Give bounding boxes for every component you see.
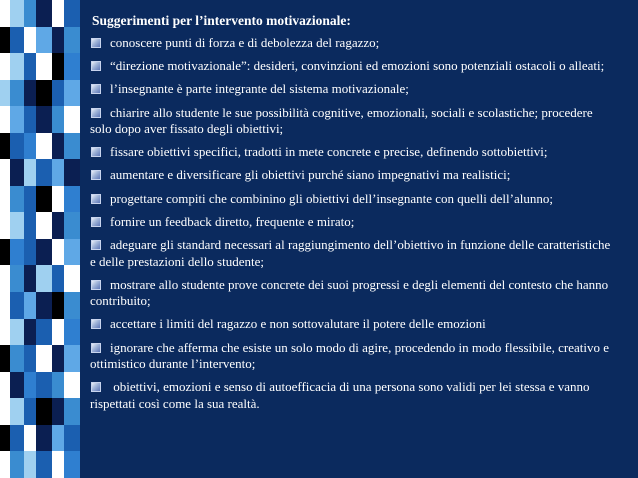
square-bullet-icon <box>91 38 101 48</box>
bullet-text: fornire un feedback diretto, frequente e mirato; <box>110 213 355 229</box>
stripe-cell <box>10 212 24 239</box>
stripe-cell <box>0 106 10 133</box>
stripe-cell <box>52 0 64 27</box>
stripe-cell <box>10 239 24 266</box>
bullet-item <box>90 105 612 138</box>
square-bullet-icon <box>91 319 101 329</box>
stripe-cell <box>24 345 36 372</box>
stripe-cell <box>0 265 10 292</box>
stripe-cell <box>36 159 52 186</box>
stripe-cell <box>36 80 52 107</box>
square-bullet-icon <box>91 170 101 180</box>
stripe-row <box>0 451 80 478</box>
stripe-cell <box>36 186 52 213</box>
square-bullet-icon <box>91 343 101 353</box>
stripe-cell <box>10 451 24 478</box>
bullet-text: conoscere punti di forza e di debolezza del ragazzo; <box>110 35 380 50</box>
bullet-item <box>90 379 612 412</box>
stripe-cell <box>36 372 52 399</box>
stripe-row <box>0 27 80 54</box>
stripe-cell <box>64 53 80 80</box>
square-bullet-icon <box>91 240 101 250</box>
stripe-cell <box>24 186 36 213</box>
bullet-item <box>90 167 612 184</box>
stripe-cell <box>10 425 24 452</box>
stripe-cell <box>0 292 10 319</box>
stripe-cell <box>24 372 36 399</box>
stripe-cell <box>52 265 64 292</box>
stripe-cell <box>64 239 80 266</box>
stripe-cell <box>52 53 64 80</box>
slide-content <box>80 0 638 478</box>
stripe-cell <box>36 27 52 54</box>
stripe-row <box>0 319 80 346</box>
stripe-cell <box>0 0 10 27</box>
bullet-item <box>90 316 612 333</box>
stripe-cell <box>24 239 36 266</box>
square-bullet-icon <box>91 84 101 94</box>
stripe-row <box>0 186 80 213</box>
stripe-cell <box>64 133 80 160</box>
bullet-text: progettare compiti che combinino gli obiettivi dell’insegnante con quelli dell’alunno; <box>110 190 553 206</box>
stripe-cell <box>10 265 24 292</box>
stripe-cell <box>0 425 10 452</box>
stripe-cell <box>36 212 52 239</box>
bullet-item <box>90 214 612 231</box>
stripe-cell <box>0 159 10 186</box>
bullet-text: l’insegnante è parte integrante del sistema motivazionale; <box>110 81 409 97</box>
stripe-cell <box>24 319 36 346</box>
bullet-text: accettare i limiti del ragazzo e non sottovalutare il potere delle emozioni <box>110 316 486 332</box>
stripe-cell <box>64 372 80 399</box>
stripe-cell <box>10 186 24 213</box>
stripe-cell <box>52 425 64 452</box>
stripe-cell <box>0 239 10 266</box>
stripe-row <box>0 265 80 292</box>
stripe-cell <box>0 80 10 107</box>
stripe-cell <box>52 27 64 54</box>
stripe-cell <box>10 398 24 425</box>
bullet-text: ignorare che afferma che esiste un solo modo di agire, procedendo in modo flessibile, creativo e ottimistico durante l’intervento; <box>90 339 610 372</box>
stripe-cell <box>64 0 80 27</box>
bullet-item <box>90 144 612 161</box>
stripe-cell <box>0 53 10 80</box>
stripe-cell <box>0 372 10 399</box>
stripe-cell <box>64 106 80 133</box>
stripe-cell <box>10 372 24 399</box>
stripe-cell <box>24 451 36 478</box>
stripe-cell <box>10 133 24 160</box>
stripe-cell <box>36 425 52 452</box>
stripe-cell <box>10 292 24 319</box>
stripe-cell <box>24 292 36 319</box>
stripe-cell <box>64 265 80 292</box>
stripe-cell <box>10 106 24 133</box>
stripe-cell <box>36 451 52 478</box>
stripe-cell <box>24 425 36 452</box>
stripe-cell <box>64 319 80 346</box>
stripe-cell <box>0 345 10 372</box>
bullet-text: adeguare gli standard necessari al raggiungimento dell’obiettivo in funzione delle caratteristiche e delle prestazioni dello studente; <box>90 237 611 269</box>
stripe-cell <box>52 159 64 186</box>
bullet-text: “direzione motivazionale”: desideri, convinzioni ed emozioni sono potenziali ostacoli o alleati; <box>110 58 605 74</box>
square-bullet-icon <box>91 61 101 71</box>
stripe-cell <box>36 239 52 266</box>
stripe-cell <box>64 80 80 107</box>
stripe-cell <box>64 345 80 372</box>
bullet-list <box>90 35 612 412</box>
stripe-cell <box>24 212 36 239</box>
stripe-row <box>0 106 80 133</box>
stripe-cell <box>52 345 64 372</box>
stripe-cell <box>64 159 80 186</box>
stripe-cell <box>36 133 52 160</box>
stripe-row <box>0 398 80 425</box>
stripe-cell <box>52 398 64 425</box>
stripe-cell <box>10 319 24 346</box>
stripe-row <box>0 212 80 239</box>
stripe-cell <box>64 398 80 425</box>
decorative-stripe-border <box>0 0 80 478</box>
stripe-cell <box>36 319 52 346</box>
stripe-cell <box>52 451 64 478</box>
stripe-cell <box>64 27 80 54</box>
stripe-row <box>0 425 80 452</box>
stripe-cell <box>52 239 64 266</box>
stripe-row <box>0 80 80 107</box>
bullet-text: chiarire allo studente le sue possibilità cognitive, emozionali, sociali e scolastiche; procedere solo dopo aver fissato degli obiettivi; <box>90 104 593 137</box>
stripe-cell <box>64 425 80 452</box>
bullet-item <box>90 191 612 208</box>
stripe-cell <box>24 159 36 186</box>
stripe-cell <box>36 106 52 133</box>
stripe-cell <box>24 27 36 54</box>
stripe-cell <box>24 398 36 425</box>
stripe-row <box>0 239 80 266</box>
stripe-cell <box>0 319 10 346</box>
stripe-cell <box>64 186 80 213</box>
stripe-cell <box>10 159 24 186</box>
stripe-row <box>0 159 80 186</box>
stripe-cell <box>10 345 24 372</box>
square-bullet-icon <box>91 147 101 157</box>
stripe-cell <box>52 133 64 160</box>
stripe-cell <box>36 398 52 425</box>
bullet-item <box>90 58 612 75</box>
bullet-text: obiettivi, emozioni e senso di autoefficacia di una persona sono validi per lei stessa e vanno rispettati così come la sua realtà. <box>90 379 590 411</box>
stripe-cell <box>36 0 52 27</box>
stripe-cell <box>36 265 52 292</box>
stripe-row <box>0 292 80 319</box>
square-bullet-icon <box>91 382 101 392</box>
stripe-cell <box>64 292 80 319</box>
square-bullet-icon <box>91 280 101 290</box>
square-bullet-icon <box>91 217 101 227</box>
stripe-cell <box>36 345 52 372</box>
bullet-item <box>90 81 612 98</box>
square-bullet-icon <box>91 108 101 118</box>
stripe-cell <box>52 292 64 319</box>
stripe-cell <box>64 451 80 478</box>
stripe-cell <box>52 319 64 346</box>
stripe-cell <box>24 0 36 27</box>
stripe-cell <box>52 212 64 239</box>
stripe-cell <box>0 27 10 54</box>
stripe-cell <box>24 53 36 80</box>
stripe-cell <box>24 265 36 292</box>
stripe-cell <box>0 451 10 478</box>
stripe-cell <box>64 212 80 239</box>
stripe-cell <box>0 398 10 425</box>
stripe-cell <box>52 80 64 107</box>
stripe-cell <box>10 27 24 54</box>
stripe-row <box>0 345 80 372</box>
stripe-cell <box>10 80 24 107</box>
stripe-cell <box>24 106 36 133</box>
stripe-cell <box>36 292 52 319</box>
stripe-row <box>0 0 80 27</box>
bullet-text: fissare obiettivi specifici, tradotti in mete concrete e precise, definendo sottobiettivi; <box>110 144 548 160</box>
stripe-cell <box>24 80 36 107</box>
stripe-row <box>0 372 80 399</box>
stripe-row <box>0 133 80 160</box>
slide-title: Suggerimenti per l’intervento motivazionale: <box>92 13 351 28</box>
stripe-cell <box>0 212 10 239</box>
stripe-cell <box>0 133 10 160</box>
stripe-cell <box>24 133 36 160</box>
bullet-text: aumentare e diversificare gli obiettivi purché siano impegnativi ma realistici; <box>110 167 511 183</box>
stripe-cell <box>52 186 64 213</box>
bullet-item <box>90 35 612 52</box>
square-bullet-icon <box>91 194 101 204</box>
stripe-cell <box>52 372 64 399</box>
stripe-cell <box>10 53 24 80</box>
bullet-item <box>90 237 612 270</box>
bullet-text: mostrare allo studente prove concrete dei suoi progressi e degli elementi del contesto che hanno contribuito; <box>90 276 609 309</box>
stripe-row <box>0 53 80 80</box>
stripe-cell <box>10 0 24 27</box>
stripe-cell <box>36 53 52 80</box>
bullet-item <box>90 277 612 310</box>
bullet-item <box>90 340 612 373</box>
stripe-cell <box>0 186 10 213</box>
stripe-cell <box>52 106 64 133</box>
